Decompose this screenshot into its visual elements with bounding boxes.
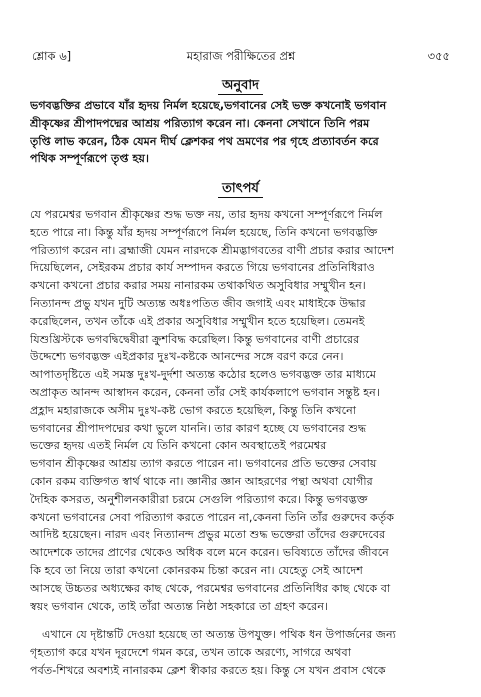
text-line: গৃহত্যাগ করে যখন দূরদেশে গমন করে, তখন তাকে অরণ্যে, সাগরে অথবা bbox=[30, 645, 352, 659]
text-line: স্বয়ং ভগবান থেকে, তাই তাঁরা অত্যন্ত নিষ্ঠা সহকারে তা গ্রহণ করেন। bbox=[30, 599, 329, 613]
text-line: যে পরমেশ্বর ভগবান শ্রীকৃষ্ণের শুদ্ধ ভক্ত নয়, তার হৃদয় কখনো সম্পূর্ণরূপে নির্মল bbox=[30, 208, 383, 221]
text-line: আদিষ্ট হয়েছেন। নারদ এবং নিত্যানন্দ প্রভুর মতো শুদ্ধ ভক্তেরা তাঁদের গুরুদেবের bbox=[30, 528, 386, 542]
chapter-title: মহারাজ পরীক্ষিতের প্রশ্ন bbox=[186, 49, 296, 63]
page-number: ৩৫৫ bbox=[427, 49, 450, 63]
text-line: প্রহ্লাদ মহারাজকে অসীম দুঃখ-কষ্ট ভোগ করতে হয়েছিল, কিন্তু তিনি কখনো bbox=[30, 403, 357, 417]
text-line: উদ্দেশ্যে ভগবদ্ভক্ত এইপ্রকার দুঃখ-কষ্টকে আনন্দের সঙ্গে বরণ করে নেন। bbox=[30, 350, 344, 364]
text-line: যিশুখ্রিস্টকে ভগবদ্বিদ্বেষীরা ক্রুশবিদ্ধ করেছিল। কিন্তু ভগবানের বাণী প্রচারের bbox=[30, 332, 360, 346]
verse-reference: শ্লোক ৬] bbox=[32, 49, 72, 63]
text-line: অপ্রাকৃত আনন্দ আস্বাদন করেন, কেননা তাঁর সেই কার্যকলাপে ভগবান সন্তুষ্ট হন। bbox=[30, 385, 380, 399]
translation-heading: অনুবাদ bbox=[0, 77, 481, 95]
text-line: কখনো ভগবানের সেবা পরিত্যাগ করতে পারেন না,কেননা তিনি তাঁর গুরুদেব কর্তৃক bbox=[30, 510, 395, 524]
text-line: ভগবানের শ্রীপাদপদ্মের কথা ভুলে যাননি। তার কারণ হচ্ছে যে ভগবানের শুদ্ধ bbox=[30, 421, 367, 435]
text-line: পরিত্যাগ করেন না। ব্রহ্মাজী যেমন নারদকে শ্রীমদ্ভাগবতের বাণী প্রচার করার আদেশ bbox=[30, 243, 395, 257]
text-line: তৃপ্তি লাভ করেন, ঠিক যেমন দীর্ঘ ক্লেশকর পথ ভ্রমণের পর গৃহে প্রত্যাবর্তন করে bbox=[30, 134, 379, 148]
text-line: দৈহিক কসরত, অনুশীলনকারীরা চরমে সেগুলি পরিত্যাগ করে। কিন্তু ভগবদ্ভক্ত bbox=[30, 492, 368, 506]
text-line: আসছে উচ্চতর অধ্যক্ষের কাছ থেকে, পরমেশ্বর ভগবানের প্রতিনিধির কাছ থেকে বা bbox=[30, 581, 391, 595]
page-header bbox=[30, 46, 452, 66]
text-line: ভক্তের হৃদয় এতই নির্মল যে তিনি কখনো কোন অবস্থাতেই পরমেশ্বর bbox=[30, 439, 327, 453]
text-line: কখনো কখনো প্রচার করার সময় নানারকম তথাকথিত অসুবিধার সম্মুখীন হন। bbox=[30, 279, 366, 293]
purport-continuation-paragraph bbox=[30, 626, 450, 679]
text-line: এখানে যে দৃষ্টান্তটি দেওয়া হয়েছে তা অত্যন্ত উপযুক্ত। পথিক ধন উপার্জনের জন্য bbox=[42, 628, 396, 641]
purport-heading: তাৎপর্য bbox=[0, 180, 481, 198]
purport-text bbox=[30, 206, 450, 615]
text-line: নিত্যানন্দ প্রভু যখন দুটি অত্যন্ত অধঃপতিত জীব জগাই এবং মাধাইকে উদ্ধার bbox=[30, 296, 366, 310]
text-line: আপাতদৃষ্টিতে এই সমস্ত দুঃখ-দুর্দশা অত্যন্ত কঠোর হলেও ভগবদ্ভক্ত তার মাধ্যমে bbox=[30, 368, 376, 382]
text-line: কোন রকম ব্যক্তিগত স্বার্থ থাকে না। জ্ঞানীর জ্ঞান আহরণের পন্থা অথবা যোগীর bbox=[30, 474, 373, 488]
text-line: ভগবদ্ভক্তির প্রভাবে যাঁর হৃদয় নির্মল হয়েছে,ভগবানের সেই ভক্ত কখনোই ভগবান bbox=[30, 99, 387, 112]
text-line: পথিক সম্পূর্ণরূপে তৃপ্ত হয়। bbox=[30, 152, 149, 166]
text-line: কি হবে তা নিয়ে তারা কখনো কোনরকম চিন্তা করেন না। যেহেতু সেই আদেশ bbox=[30, 563, 363, 577]
text-line: ভগবান শ্রীকৃষ্ণের আশ্রয় ত্যাগ করতে পারেন না। ভগবানের প্রতি ভক্তের সেবায় bbox=[30, 457, 377, 471]
text-line: করেছিলেন, তখন তাঁকে এই প্রকার অসুবিধার সম্মুখীন হতে হয়েছিল। তেমনই bbox=[30, 314, 365, 328]
text-line: পর্বত-শিখরে অবশ্যই নানারকম ক্লেশ স্বীকার করতে হয়। কিন্তু সে যখন প্রবাস থেকে bbox=[30, 663, 386, 677]
translation-text bbox=[30, 97, 450, 168]
text-line: দিয়েছিলেন, সেইরকম প্রচার কার্য সম্পাদন করতে গিয়ে ভগবানের প্রতিনিধিরাও bbox=[30, 261, 375, 275]
text-line: আদেশকে তাদের প্রাণের থেকেও অধিক বলে মনে করেন। ভবিষ্যতে তাঁদের জীবনে bbox=[30, 546, 389, 560]
text-line: শ্রীকৃষ্ণের শ্রীপাদপদ্মের আশ্রয় পরিত্যাগ করেন না। কেননা সেখানে তিনি পরম bbox=[30, 116, 370, 130]
text-line: হতে পারে না। কিন্তু যাঁর হৃদয় সম্পূর্ণরূপে নির্মল হয়েছে, তিনি কখনো ভগবদ্ভক্তি bbox=[30, 225, 378, 239]
